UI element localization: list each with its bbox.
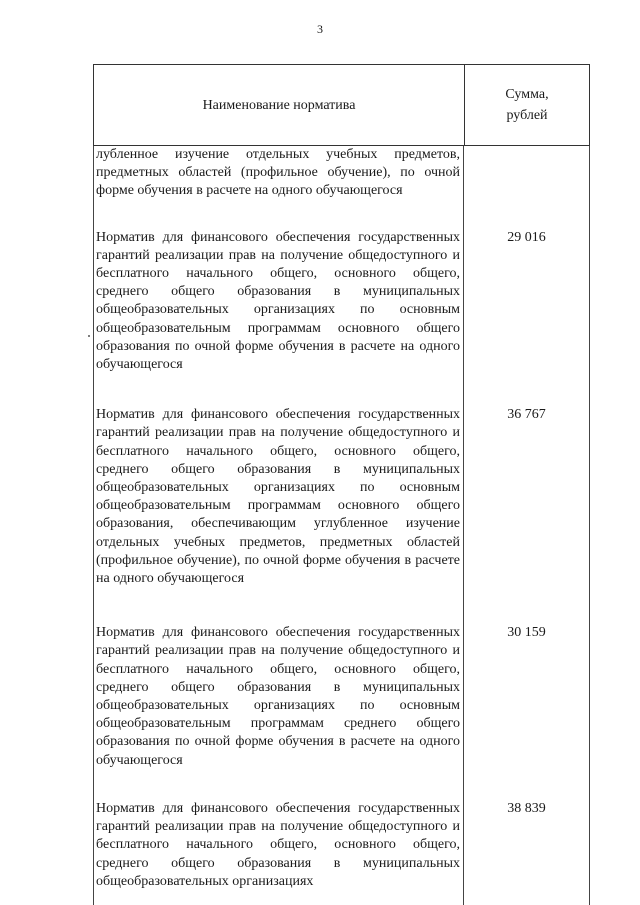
normative-description: Норматив для финансового обеспечения государственных гарантий реализации прав на получение общедоступного и бесплатного начального общего, основного общего, среднего общего образования в муниципальных общеобразовательных организациях по основным общеобразовательным программам среднего общего образования по очной форме обучения в расчете на одного обучающегося (96, 625, 460, 768)
normative-sum: 29 016 (507, 229, 546, 245)
header-sum-line2: рублей (506, 108, 548, 123)
normative-description: Норматив для финансового обеспечения государственных гарантий реализации прав на получение общедоступного и бесплатного начального общего, основного общего, среднего общего образования в муниципальных общеобразовательных организациях по основным общеобразовательным программам основного общего образования по очной форме обучения в расчете на одного обучающегося (96, 229, 460, 373)
table-row (93, 624, 590, 770)
normative-description: Норматив для финансового обеспечения государственных гарантий реализации прав на получение общедоступного и бесплатного начального общего, основного общего, среднего общего образования в муниципальных общеобразовательных организациях по основным общеобразовательным программам основного общего образования, обеспечивающим углубленное изучение отдельных учебных предметов, предметных областей (профильное обучение), по очной форме обучения в расчете на одного обучающегося (96, 407, 460, 587)
header-sum-column (464, 65, 589, 145)
table-body (93, 146, 590, 891)
table-row (93, 406, 590, 588)
normative-sum: 36 767 (507, 407, 546, 423)
table-row (93, 229, 590, 375)
page-number: 3 (317, 22, 323, 36)
table-row (93, 146, 590, 201)
normative-sum: 38 839 (507, 800, 546, 816)
scan-speck (88, 335, 90, 337)
normatives-table (93, 64, 590, 905)
normative-sum: 30 159 (507, 625, 546, 641)
header-sum-line1: Сумма, (505, 87, 549, 102)
table-header (93, 64, 590, 146)
header-name-column: Наименование норматива (202, 98, 356, 113)
normative-description: лубленное изучение отдельных учебных предметов, предметных областей (профильное обучение), по очной форме обучения в расчете на одного обучающегося (96, 147, 460, 199)
table-row (93, 800, 590, 891)
normative-description: Норматив для финансового обеспечения государственных гарантий реализации прав на получение общедоступного и бесплатного начального общего, основного общего, среднего общего образования в муниципальных общеобразовательных организациях (96, 800, 460, 889)
